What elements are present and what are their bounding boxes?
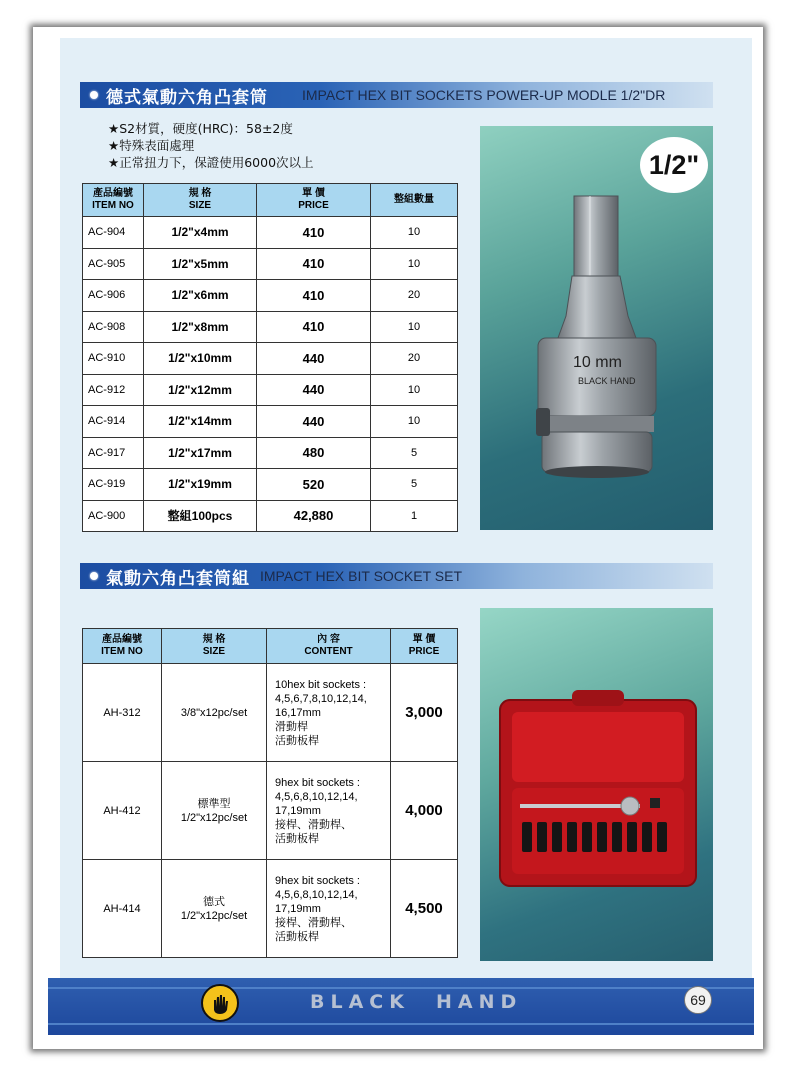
hand-icon [203,986,237,1020]
socket-case-illustration [480,608,713,961]
table-row [83,500,458,532]
quantity: 20 [371,343,458,375]
footer-brand: BLACK HAND [310,991,523,1013]
drive-size-badge: 1/2" [640,137,708,193]
size: 1/2"x4mm [144,217,257,249]
price: 3,000 [391,664,458,762]
header-size: 規 格 SIZE [144,184,257,217]
content: 10hex bit sockets : 4,5,6,7,8,10,12,14, 16,17mm 滑動桿 活動板桿 [267,664,391,762]
bullet-icon [90,572,98,580]
price: 410 [257,311,371,343]
feature-note: ★S2材質，硬度(HRC)：58±2度 [108,121,293,136]
price: 410 [257,280,371,312]
size: 1/2"x12mm [144,374,257,406]
header-item-no: 產品編號 ITEM NO [83,629,162,664]
item-no: AC-912 [83,374,144,406]
header-qty: 整組數量 [371,184,458,217]
feature-notes [108,120,314,171]
table-row [83,217,458,249]
table-header-row [83,629,458,664]
table-row [83,762,458,860]
header-price: 單 價 PRICE [391,629,458,664]
table-row [83,280,458,312]
item-no: AC-914 [83,406,144,438]
size: 1/2"x14mm [144,406,257,438]
quantity: 10 [371,217,458,249]
feature-note: ★正常扭力下，保證使用6000次以上 [108,155,314,170]
price: 4,500 [391,860,458,958]
black-hand-logo [201,984,239,1022]
section2-title-en: IMPACT HEX BIT SOCKET SET [260,568,463,584]
page-number: 69 [684,986,712,1014]
item-no: AC-919 [83,469,144,501]
table-row [83,248,458,280]
table-row [83,374,458,406]
table-row [83,469,458,501]
quantity: 10 [371,311,458,343]
size: 1/2"x17mm [144,437,257,469]
size: 3/8"x12pc/set [162,664,267,762]
item-no: AC-910 [83,343,144,375]
table-row [83,406,458,438]
header-item-no: 產品編號 ITEM NO [83,184,144,217]
quantity: 10 [371,248,458,280]
quantity: 1 [371,500,458,532]
header-size: 規 格 SIZE [162,629,267,664]
socket-size-label: 10 mm [573,354,622,371]
size: 德式 1/2"x12pc/set [162,860,267,958]
socket-set-photo [480,608,713,961]
price: 410 [257,248,371,280]
size: 1/2"x5mm [144,248,257,280]
item-no: AC-905 [83,248,144,280]
header-content: 內 容 CONTENT [267,629,391,664]
bullet-icon [90,91,98,99]
quantity: 10 [371,406,458,438]
price: 480 [257,437,371,469]
size: 整組100pcs [144,500,257,532]
item-no: AH-412 [83,762,162,860]
section1-title-en: IMPACT HEX BIT SOCKETS POWER-UP MODLE 1/2"DR [302,87,666,103]
price: 410 [257,217,371,249]
quantity: 10 [371,374,458,406]
item-no: AC-900 [83,500,144,532]
price: 440 [257,374,371,406]
quantity: 20 [371,280,458,312]
item-no: AH-414 [83,860,162,958]
size: 標準型 1/2"x12pc/set [162,762,267,860]
price: 4,000 [391,762,458,860]
header-price: 單 價 PRICE [257,184,371,217]
table-row [83,437,458,469]
table-header-row [83,184,458,217]
quantity: 5 [371,437,458,469]
quantity: 5 [371,469,458,501]
table-row [83,860,458,958]
item-no: AC-906 [83,280,144,312]
content: 9hex bit sockets : 4,5,6,8,10,12,14, 17,19mm 接桿、滑動桿、 活動板桿 [267,860,391,958]
price: 440 [257,406,371,438]
table-row [83,311,458,343]
footer-banner [48,978,754,1035]
size: 1/2"x6mm [144,280,257,312]
size: 1/2"x10mm [144,343,257,375]
feature-note: ★特殊表面處理 [108,138,195,153]
price: 440 [257,343,371,375]
price: 520 [257,469,371,501]
socket-price-table [82,183,458,532]
content: 9hex bit sockets : 4,5,6,8,10,12,14, 17,19mm 接桿、滑動桿、 活動板桿 [267,762,391,860]
socket-set-table [82,628,458,958]
item-no: AC-908 [83,311,144,343]
section1-title-bar [80,82,713,108]
section2-title-bar [80,563,713,589]
size: 1/2"x8mm [144,311,257,343]
socket-brand-label: BLACK HAND [578,376,636,386]
item-no: AH-312 [83,664,162,762]
table-row [83,664,458,762]
price: 42,880 [257,500,371,532]
item-no: AC-917 [83,437,144,469]
table-row [83,343,458,375]
section2-title-zh: 氣動六角凸套筒組 [106,568,250,589]
section1-title-zh: 德式氣動六角凸套筒 [106,87,268,108]
size: 1/2"x19mm [144,469,257,501]
item-no: AC-904 [83,217,144,249]
